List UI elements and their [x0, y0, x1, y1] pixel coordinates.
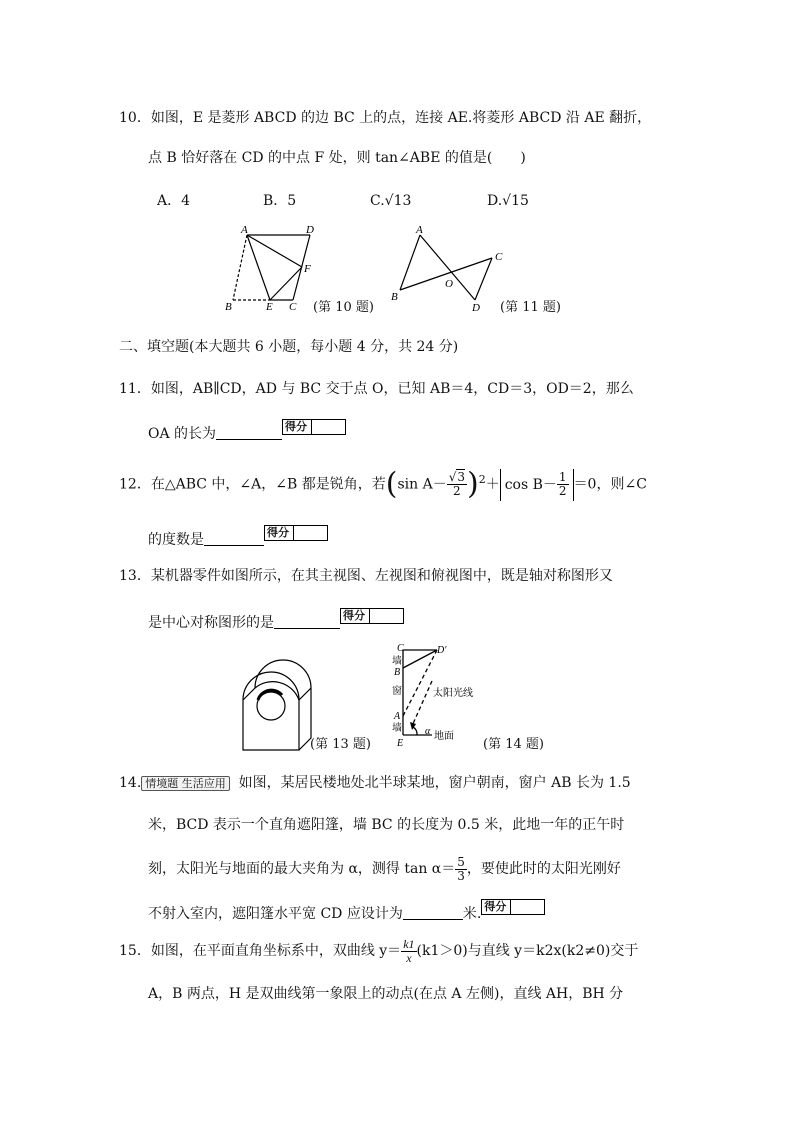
- q13-text-1: 某机器零件如图所示，在其主视图、左视图和俯视图中，既是轴对称图形又: [150, 568, 613, 584]
- figure-13-machine-part: [243, 660, 311, 750]
- fig14-label-c: C: [397, 643, 404, 654]
- fig10-label-a: A: [241, 224, 248, 236]
- q10-option-a: A．4: [157, 193, 191, 209]
- fig13-caption: (第 13 题): [310, 737, 371, 752]
- q10-line2: 点 B 恰好落在 CD 的中点 F 处，则 tan∠ABE 的值是( ): [148, 150, 526, 166]
- fig11-caption: (第 11 题): [500, 300, 561, 315]
- q14-text-4b: 米.: [462, 906, 482, 922]
- fig11-label-a: A: [416, 224, 423, 236]
- q14-text-3b: ，要使此时的太阳光刚好: [466, 861, 621, 877]
- q10-option-d: D.√15: [487, 193, 529, 209]
- q13-score-box[interactable]: 得分: [340, 608, 404, 624]
- q10-option-b: B．5: [263, 193, 297, 209]
- q12-number: 12．: [119, 476, 151, 493]
- q11-number: 11．: [119, 381, 151, 397]
- q15-line2: A，B 两点，H 是双曲线第一象限上的动点(在点 A 左侧)，直线 AH，BH 分: [148, 986, 624, 1002]
- q14-line2: 米，BCD 表示一个直角遮阳篷，墙 BC 的长度为 0.5 米，此地一年的正午时: [148, 817, 625, 833]
- q10-option-c: C.√13: [370, 193, 412, 209]
- q11-text-2: OA 的长为: [148, 426, 217, 442]
- q13-text-2: 是中心对称图形的是: [148, 615, 274, 631]
- fig14-caption: (第 14 题): [483, 737, 544, 752]
- q15-k1-over-x: $\frac{k1}{x}$: [403, 936, 415, 965]
- q11-text-1: 如图，AB∥CD，AD 与 BC 交于点 O，已知 AB＝4，CD＝3，OD＝2，那么: [150, 381, 634, 397]
- fig11-label-o: O: [445, 278, 453, 290]
- section-heading: 二、填空题(本大题共 6 小题，每小题 4 分，共 24 分): [119, 339, 459, 355]
- fig14-sunlight: 太阳光线: [433, 688, 473, 699]
- q12-score-box[interactable]: 得分: [264, 525, 328, 541]
- fig14-label-d: D′: [437, 645, 447, 656]
- fig14-label-a: A: [394, 711, 401, 722]
- q12-line1: 12．在△ABC 中，∠A，∠B 都是锐角，若(sin A－ $\frac{√3}{2}$ )$^2$＋ cos B－ $\frac{1}{2}$ ＝0，则∠C: [119, 466, 647, 502]
- q14-number: 14.: [119, 775, 142, 791]
- q14-answer-blank[interactable]: [403, 905, 463, 920]
- fig14-label-e: E: [397, 738, 404, 749]
- fig10-label-b: B: [225, 301, 232, 313]
- q14-text-4a: 不射入室内，遮阳篷水平宽 CD 应设计为: [148, 906, 403, 922]
- fig14-ground: 地面: [434, 731, 454, 742]
- q14-score-box[interactable]: 得分: [481, 899, 545, 915]
- fig14-wall-bottom: 墙: [392, 723, 402, 734]
- fig11-label-b: B: [391, 291, 398, 303]
- q13-number: 13．: [119, 568, 151, 584]
- q15-text-1a: 如图，在平面直角坐标系中，双曲线 y＝: [150, 943, 402, 959]
- q14-tan-fraction: $\frac{5}{3}$: [457, 854, 465, 883]
- q12-suffix: ＝0，则∠C: [573, 476, 647, 493]
- fig14-alpha: α: [425, 726, 431, 737]
- fig14-window: 窗: [392, 686, 402, 697]
- fig10-label-f: F: [304, 263, 311, 275]
- q14-text-1: 如图，某居民楼地处北半球某地，窗户朝南，窗户 AB 长为 1.5: [238, 775, 631, 791]
- q12-abs-cos: cos B－ $\frac{1}{2}$: [500, 469, 574, 501]
- q15-number: 15．: [119, 943, 151, 959]
- fig11-label-c: C: [495, 251, 503, 263]
- fig10-label-d: D: [306, 224, 314, 236]
- q14-context-tag: 情境题 生活应用: [141, 776, 230, 791]
- q14-line4: [148, 899, 545, 924]
- q15-text-1b: (k1＞0)与直线 y＝k2x(k2≠0)交于: [416, 943, 639, 959]
- q11-score-box[interactable]: 得分: [282, 419, 346, 435]
- figure-14-awning: [403, 650, 437, 735]
- q15-line1: [119, 934, 638, 968]
- q10-number: 10．: [119, 110, 151, 126]
- fig10-caption: (第 10 题): [313, 300, 374, 315]
- q12-prefix: 在△ABC 中，∠A，∠B 都是锐角，若: [150, 476, 386, 493]
- q14-text-3a: 刻，太阳光与地面的最大夹角为 α，测得 tan α＝: [148, 861, 456, 877]
- fig14-label-b: B: [394, 667, 401, 678]
- q14-line1: [119, 773, 631, 793]
- q12-text-2: 的度数是: [148, 532, 204, 548]
- q14-line3: [148, 854, 621, 884]
- fig10-label-c: C: [289, 301, 297, 313]
- q12-sqrt3-over-2: $\frac{√3}{2}$: [448, 470, 465, 499]
- fig11-label-d: D: [472, 302, 480, 314]
- q12-sin-term: sin A－: [397, 476, 447, 493]
- fig10-label-e: E: [266, 301, 273, 313]
- fig14-wall-top: 墙: [392, 656, 402, 667]
- q10-text-1: 如图，E 是菱形 ABCD 的边 BC 上的点，连接 AE.将菱形 ABCD 沿 AE 翻折，: [150, 110, 652, 126]
